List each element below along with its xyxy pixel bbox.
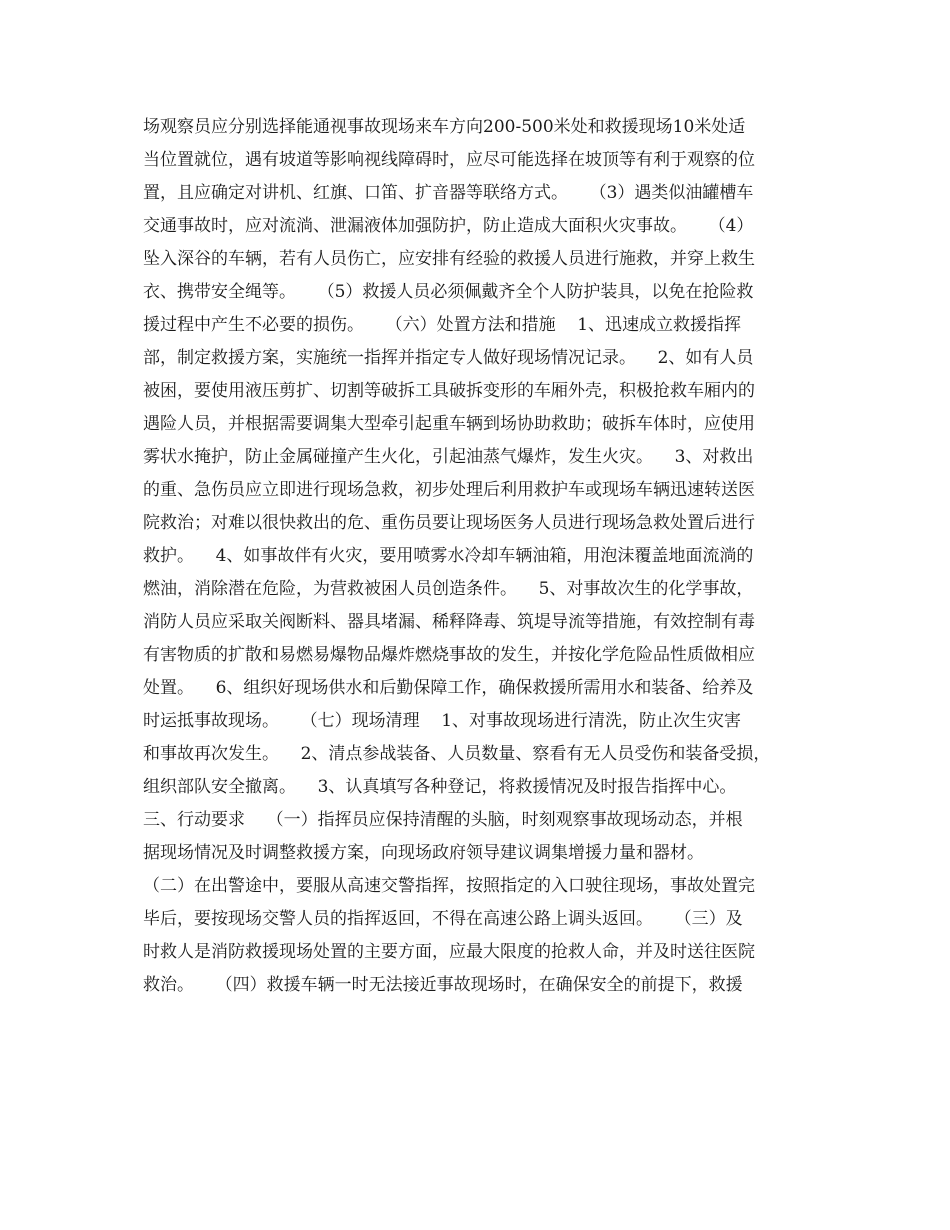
text-line: 三、行动要求 （一）指挥员应保持清醒的头脑，时刻观察事故现场动态，并根 bbox=[143, 810, 743, 830]
body-text bbox=[143, 111, 823, 1002]
text-line: 当位置就位，遇有坡道等影响视线障碍时，应尽可能选择在坡顶等有利于观察的位 bbox=[143, 150, 755, 170]
text-line: 处置。 6、组织好现场供水和后勤保障工作，确保救援所需用水和装备、给养及 bbox=[143, 678, 754, 698]
text-line: 和事故再次发生。 2、清点参战装备、人员数量、察看有无人员受伤和装备受损， bbox=[143, 744, 771, 764]
text-line: 雾状水掩护，防止金属碰撞产生火化，引起油蒸气爆炸，发生火灾。 3、对救出 bbox=[143, 447, 754, 467]
text-line: 据现场情况及时调整救援方案，向现场政府领导建议调集增援力量和器材。 bbox=[143, 843, 704, 863]
text-line: 时救人是消防救援现场处置的主要方面，应最大限度的抢救人命，并及时送往医院 bbox=[143, 942, 755, 962]
text-line: 援过程中产生不必要的损伤。 （六）处置方法和措施 1、迅速成立救援指挥 bbox=[143, 315, 742, 335]
text-line: 救护。 4、如事故伴有火灾，要用喷雾水冷却车辆油箱，用泡沫覆盖地面流淌的 bbox=[143, 546, 754, 566]
text-line: 的重、急伤员应立即进行现场急救，初步处理后利用救护车或现场车辆迅速转送医 bbox=[143, 480, 755, 500]
text-line: 组织部队安全撤离。 3、认真填写各种登记，将救援情况及时报告指挥中心。 bbox=[143, 777, 737, 797]
text-line: 燃油，消除潜在危险，为营救被困人员创造条件。 5、对事故次生的化学事故， bbox=[143, 579, 754, 599]
text-line: 消防人员应采取关阀断料、器具堵漏、稀释降毒、筑堤导流等措施，有效控制有毒 bbox=[143, 612, 755, 632]
text-line: 部，制定救援方案，实施统一指挥并指定专人做好现场情况记录。 2、如有人员 bbox=[143, 348, 754, 368]
text-line: （二）在出警途中，要服从高速交警指挥，按照指定的入口驶往现场，事故处置完 bbox=[143, 876, 755, 896]
text-line: 被困，要使用液压剪扩、切割等破拆工具破拆变形的车厢外壳，积极抢救车厢内的 bbox=[143, 381, 755, 401]
text-line: 交通事故时，应对流淌、泄漏液体加强防护，防止造成大面积火灾事故。 （4） bbox=[143, 216, 754, 236]
text-line: 毕后，要按现场交警人员的指挥返回，不得在高速公路上调头返回。 （三）及 bbox=[143, 909, 743, 929]
text-line: 场观察员应分别选择能通视事故现场来车方向200-500米处和救援现场10米处适 bbox=[143, 117, 746, 137]
text-line: 时运抵事故现场。 （七）现场清理 1、对事故现场进行清洗，防止次生灾害 bbox=[143, 711, 742, 731]
text-line: 遇险人员，并根据需要调集大型牵引起重车辆到场协助救助；破拆车体时，应使用 bbox=[143, 414, 755, 434]
text-line: 救治。 （四）救援车辆一时无法接近事故现场时，在确保安全的前提下，救援 bbox=[143, 975, 743, 995]
text-line: 置，且应确定对讲机、红旗、口笛、扩音器等联络方式。 （3）遇类似油罐槽车 bbox=[143, 183, 754, 203]
text-line: 有害物质的扩散和易燃易爆物品爆炸燃烧事故的发生，并按化学危险品性质做相应 bbox=[143, 645, 755, 665]
text-line: 坠入深谷的车辆，若有人员伤亡，应安排有经验的救援人员进行施救，并穿上救生 bbox=[143, 249, 755, 269]
text-line: 院救治；对难以很快救出的危、重伤员要让现场医务人员进行现场急救处置后进行 bbox=[143, 513, 755, 533]
text-line: 衣、携带安全绳等。 （5）救援人员必须佩戴齐全个人防护装具，以免在抢险救 bbox=[143, 282, 754, 302]
